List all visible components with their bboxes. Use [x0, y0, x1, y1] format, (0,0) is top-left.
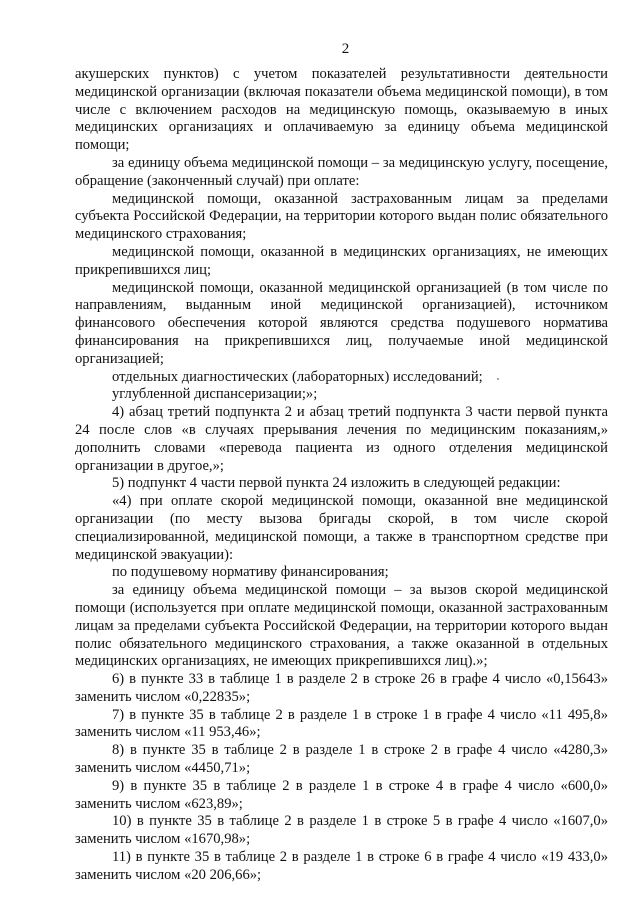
- paragraph: 7) в пункте 35 в таблице 2 в разделе 1 в строке 1 в графе 4 число «11 495,8» заменить числом «11 953,46»;: [75, 706, 608, 741]
- paragraph: по подушевому нормативу финансирования;: [112, 564, 389, 581]
- paragraph: 8) в пункте 35 в таблице 2 в разделе 1 в строке 2 в графе 4 число «4280,3» заменить числом «4450,71»;: [75, 742, 608, 777]
- paragraph: акушерских пунктов) с учетом показателей результативности деятельности медицинской организации (включая показатели объема медицинской помощи), в том числе с включением расходов на медицинскую помощь, оказываемую в иных медицинских организациях и оплачиваемую за единицу объема медицинской помощи;: [75, 66, 608, 154]
- paragraph: за единицу объема медицинской помощи – за вызов скорой медицинской помощи (используется при оплате медицинской помощи, оказанной застрахованным лицам за пределами субъекта Российской Федерации, на территории которого выдан полис обязательного медицинского страхования, а также оказанной в отдельных медицинских организациях, не имеющих прикрепившихся лиц).»;: [75, 582, 608, 670]
- paragraph: медицинской помощи, оказанной медицинской организацией (в том числе по направлениям, выданным иной медицинской организацией), источником финансового обеспечения которой являются средства подушевого норматива финансирования на прикрепившихся лиц, получаемые иной медицинской организацией;: [75, 279, 608, 367]
- scan-speck: [497, 378, 499, 380]
- paragraph: 5) подпункт 4 части первой пункта 24 изложить в следующей редакции:: [112, 475, 561, 492]
- paragraph: углубленной диспансеризации;»;: [112, 386, 318, 403]
- paragraph: медицинской помощи, оказанной в медицинских организациях, не имеющих прикрепившихся лиц;: [75, 243, 608, 278]
- paragraph: за единицу объема медицинской помощи – за медицинскую услугу, посещение, обращение (законченный случай) при оплате:: [75, 154, 608, 189]
- paragraph: 11) в пункте 35 в таблице 2 в разделе 1 в строке 6 в графе 4 число «19 433,0» заменить числом «20 206,66»;: [75, 849, 608, 883]
- paragraph: отдельных диагностических (лабораторных) исследований;: [112, 368, 483, 385]
- paragraph: медицинской помощи, оказанной застрахованным лицам за пределами субъекта Российской Федерации, на территории которого выдан полис обязательного медицинского страхования;: [75, 190, 608, 243]
- paragraph: «4) при оплате скорой медицинской помощи, оказанной вне медицинской организации (по месту вызова бригады скорой, в том числе скорой специализированной, медицинской помощи, а также в транспортном средстве при медицинской эвакуации):: [75, 493, 608, 563]
- paragraph: 10) в пункте 35 в таблице 2 в разделе 1 в строке 5 в графе 4 число «1607,0» заменить числом «1670,98»;: [75, 813, 608, 848]
- paragraph: 9) в пункте 35 в таблице 2 в разделе 1 в строке 4 в графе 4 число «600,0» заменить числом «623,89»;: [75, 777, 608, 812]
- paragraph: 6) в пункте 33 в таблице 1 в разделе 2 в строке 26 в графе 4 число «0,15643» заменить числом «0,22835»;: [75, 671, 608, 705]
- document-body: [75, 66, 608, 885]
- page-number: 2: [341, 41, 350, 57]
- paragraph: 4) абзац третий подпункта 2 и абзац третий подпункта 3 части первой пункта 24 после слов «в случаях прерывания лечения по медицинским показаниям,» дополнить словами «перевода пациента из одного отделения медицинской организации в другое,»;: [75, 404, 608, 474]
